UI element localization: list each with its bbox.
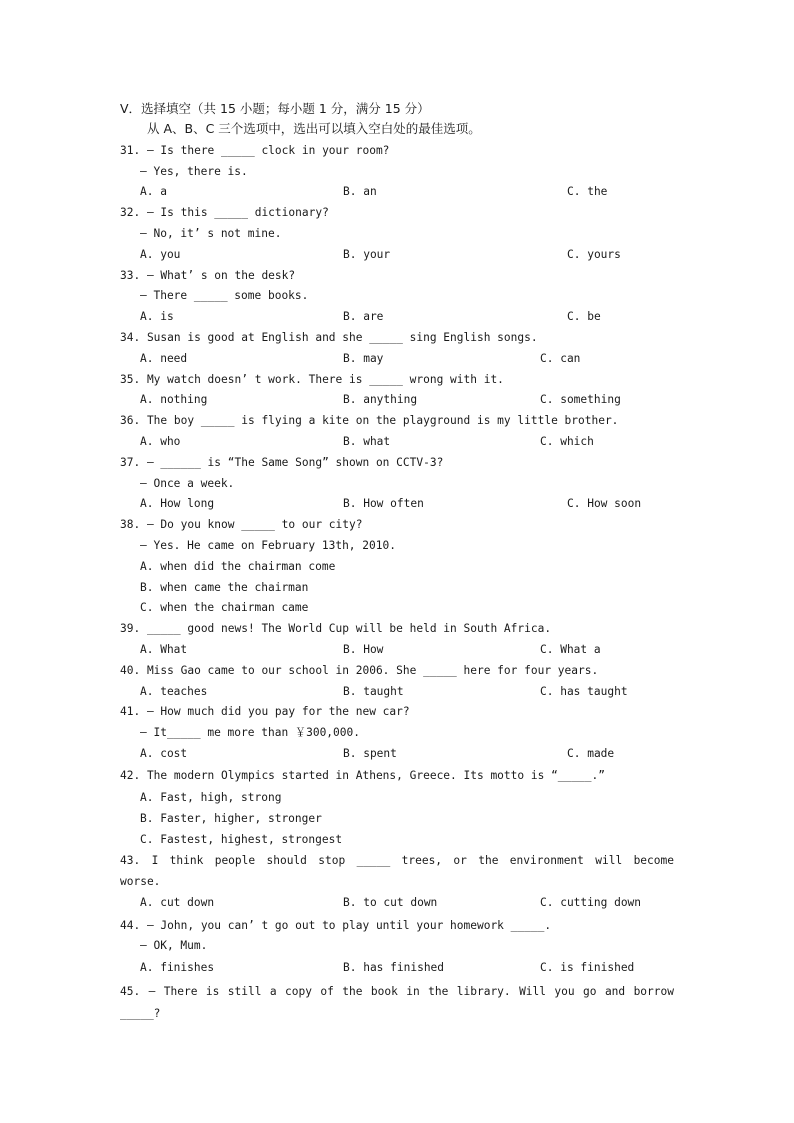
question-39-option-a: A. What: [140, 643, 188, 656]
question-37-reply: — Once a week.: [140, 477, 235, 490]
question-43-continuation: worse.: [120, 875, 161, 888]
question-43-option-a: A. cut down: [140, 896, 215, 909]
question-41: 41. — How much did you pay for the new car?: [120, 705, 410, 718]
question-41-option-a: A. cost: [140, 747, 188, 760]
question-31-reply: — Yes, there is.: [140, 165, 248, 178]
question-39: 39. _____ good news! The World Cup will be held in South Africa.: [120, 622, 552, 635]
question-32-option-a: A. you: [140, 248, 181, 261]
question-37-option-a: A. How long: [140, 497, 215, 510]
question-38-option-a: A. when did the chairman come: [140, 560, 336, 573]
question-35-option-b: B. anything: [343, 393, 418, 406]
question-34: 34. Susan is good at English and she _____ sing English songs.: [120, 331, 538, 344]
question-40: 40. Miss Gao came to our school in 2006. She _____ here for four years.: [120, 664, 599, 677]
question-35-option-a: A. nothing: [140, 393, 208, 406]
question-36-option-a: A. who: [140, 435, 181, 448]
question-35: 35. My watch doesn’ t work. There is _____ wrong with it.: [120, 373, 504, 386]
question-37-option-b: B. How often: [343, 497, 424, 510]
question-31-option-a: A. a: [140, 185, 167, 198]
section-instruction: 从 A、B、C 三个选项中，选出可以填入空白处的最佳选项。: [147, 121, 481, 136]
question-42-option-b: B. Faster, higher, stronger: [140, 812, 322, 825]
question-33-reply: — There _____ some books.: [140, 289, 309, 302]
question-38-option-c: C. when the chairman came: [140, 601, 309, 614]
question-34-option-a: A. need: [140, 352, 188, 365]
question-42-option-a: A. Fast, high, strong: [140, 791, 282, 804]
question-44-option-b: B. has finished: [343, 961, 445, 974]
question-33-option-b: B. are: [343, 310, 384, 323]
question-43: 43. I think people should stop _____ trees, or the environment will become: [120, 854, 674, 867]
question-43-option-c: C. cutting down: [540, 896, 642, 909]
question-44: 44. — John, you can’ t go out to play until your homework _____.: [120, 919, 552, 932]
question-36-option-b: B. what: [343, 435, 391, 448]
question-43-option-b: B. to cut down: [343, 896, 438, 909]
section-title: V．选择填空（共 15 小题；每小题 1 分，满分 15 分）: [120, 101, 430, 116]
question-31-option-c: C. the: [567, 185, 608, 198]
question-33: 33. — What’ s on the desk?: [120, 269, 296, 282]
question-33-option-a: A. is: [140, 310, 174, 323]
question-42-option-c: C. Fastest, highest, strongest: [140, 833, 343, 846]
question-32: 32. — Is this _____ dictionary?: [120, 206, 329, 219]
question-44-reply: — OK, Mum.: [140, 939, 208, 952]
question-37-option-c: C. How soon: [567, 497, 642, 510]
question-40-option-c: C. has taught: [540, 685, 628, 698]
question-31: 31. — Is there _____ clock in your room?: [120, 144, 390, 157]
question-36-option-c: C. which: [540, 435, 594, 448]
question-36: 36. The boy _____ is flying a kite on the playground is my little brother.: [120, 414, 619, 427]
question-34-option-b: B. may: [343, 352, 384, 365]
question-32-reply: — No, it’ s not mine.: [140, 227, 282, 240]
question-41-option-c: C. made: [567, 747, 615, 760]
question-41-option-b: B. spent: [343, 747, 397, 760]
question-38-option-b: B. when came the chairman: [140, 581, 309, 594]
question-41-reply: — It_____ me more than ￥300,000.: [140, 726, 360, 739]
question-32-option-c: C. yours: [567, 248, 621, 261]
question-37: 37. — ______ is “The Same Song” shown on CCTV-3?: [120, 456, 444, 469]
question-34-option-c: C. can: [540, 352, 581, 365]
question-42: 42. The modern Olympics started in Athens, Greece. Its motto is “_____.”: [120, 769, 605, 782]
question-44-option-a: A. finishes: [140, 961, 215, 974]
question-39-option-b: B. How: [343, 643, 384, 656]
question-39-option-c: C. What a: [540, 643, 601, 656]
question-38: 38. — Do you know _____ to our city?: [120, 518, 363, 531]
question-44-option-c: C. is finished: [540, 961, 635, 974]
question-40-option-b: B. taught: [343, 685, 404, 698]
question-45-continuation: _____?: [120, 1007, 161, 1020]
question-35-option-c: C. something: [540, 393, 621, 406]
question-32-option-b: B. your: [343, 248, 391, 261]
question-31-option-b: B. an: [343, 185, 377, 198]
question-33-option-c: C. be: [567, 310, 601, 323]
question-40-option-a: A. teaches: [140, 685, 208, 698]
question-38-reply: — Yes. He came on February 13th, 2010.: [140, 539, 396, 552]
question-45: 45. — There is still a copy of the book in the library. Will you go and borrow: [120, 985, 674, 998]
